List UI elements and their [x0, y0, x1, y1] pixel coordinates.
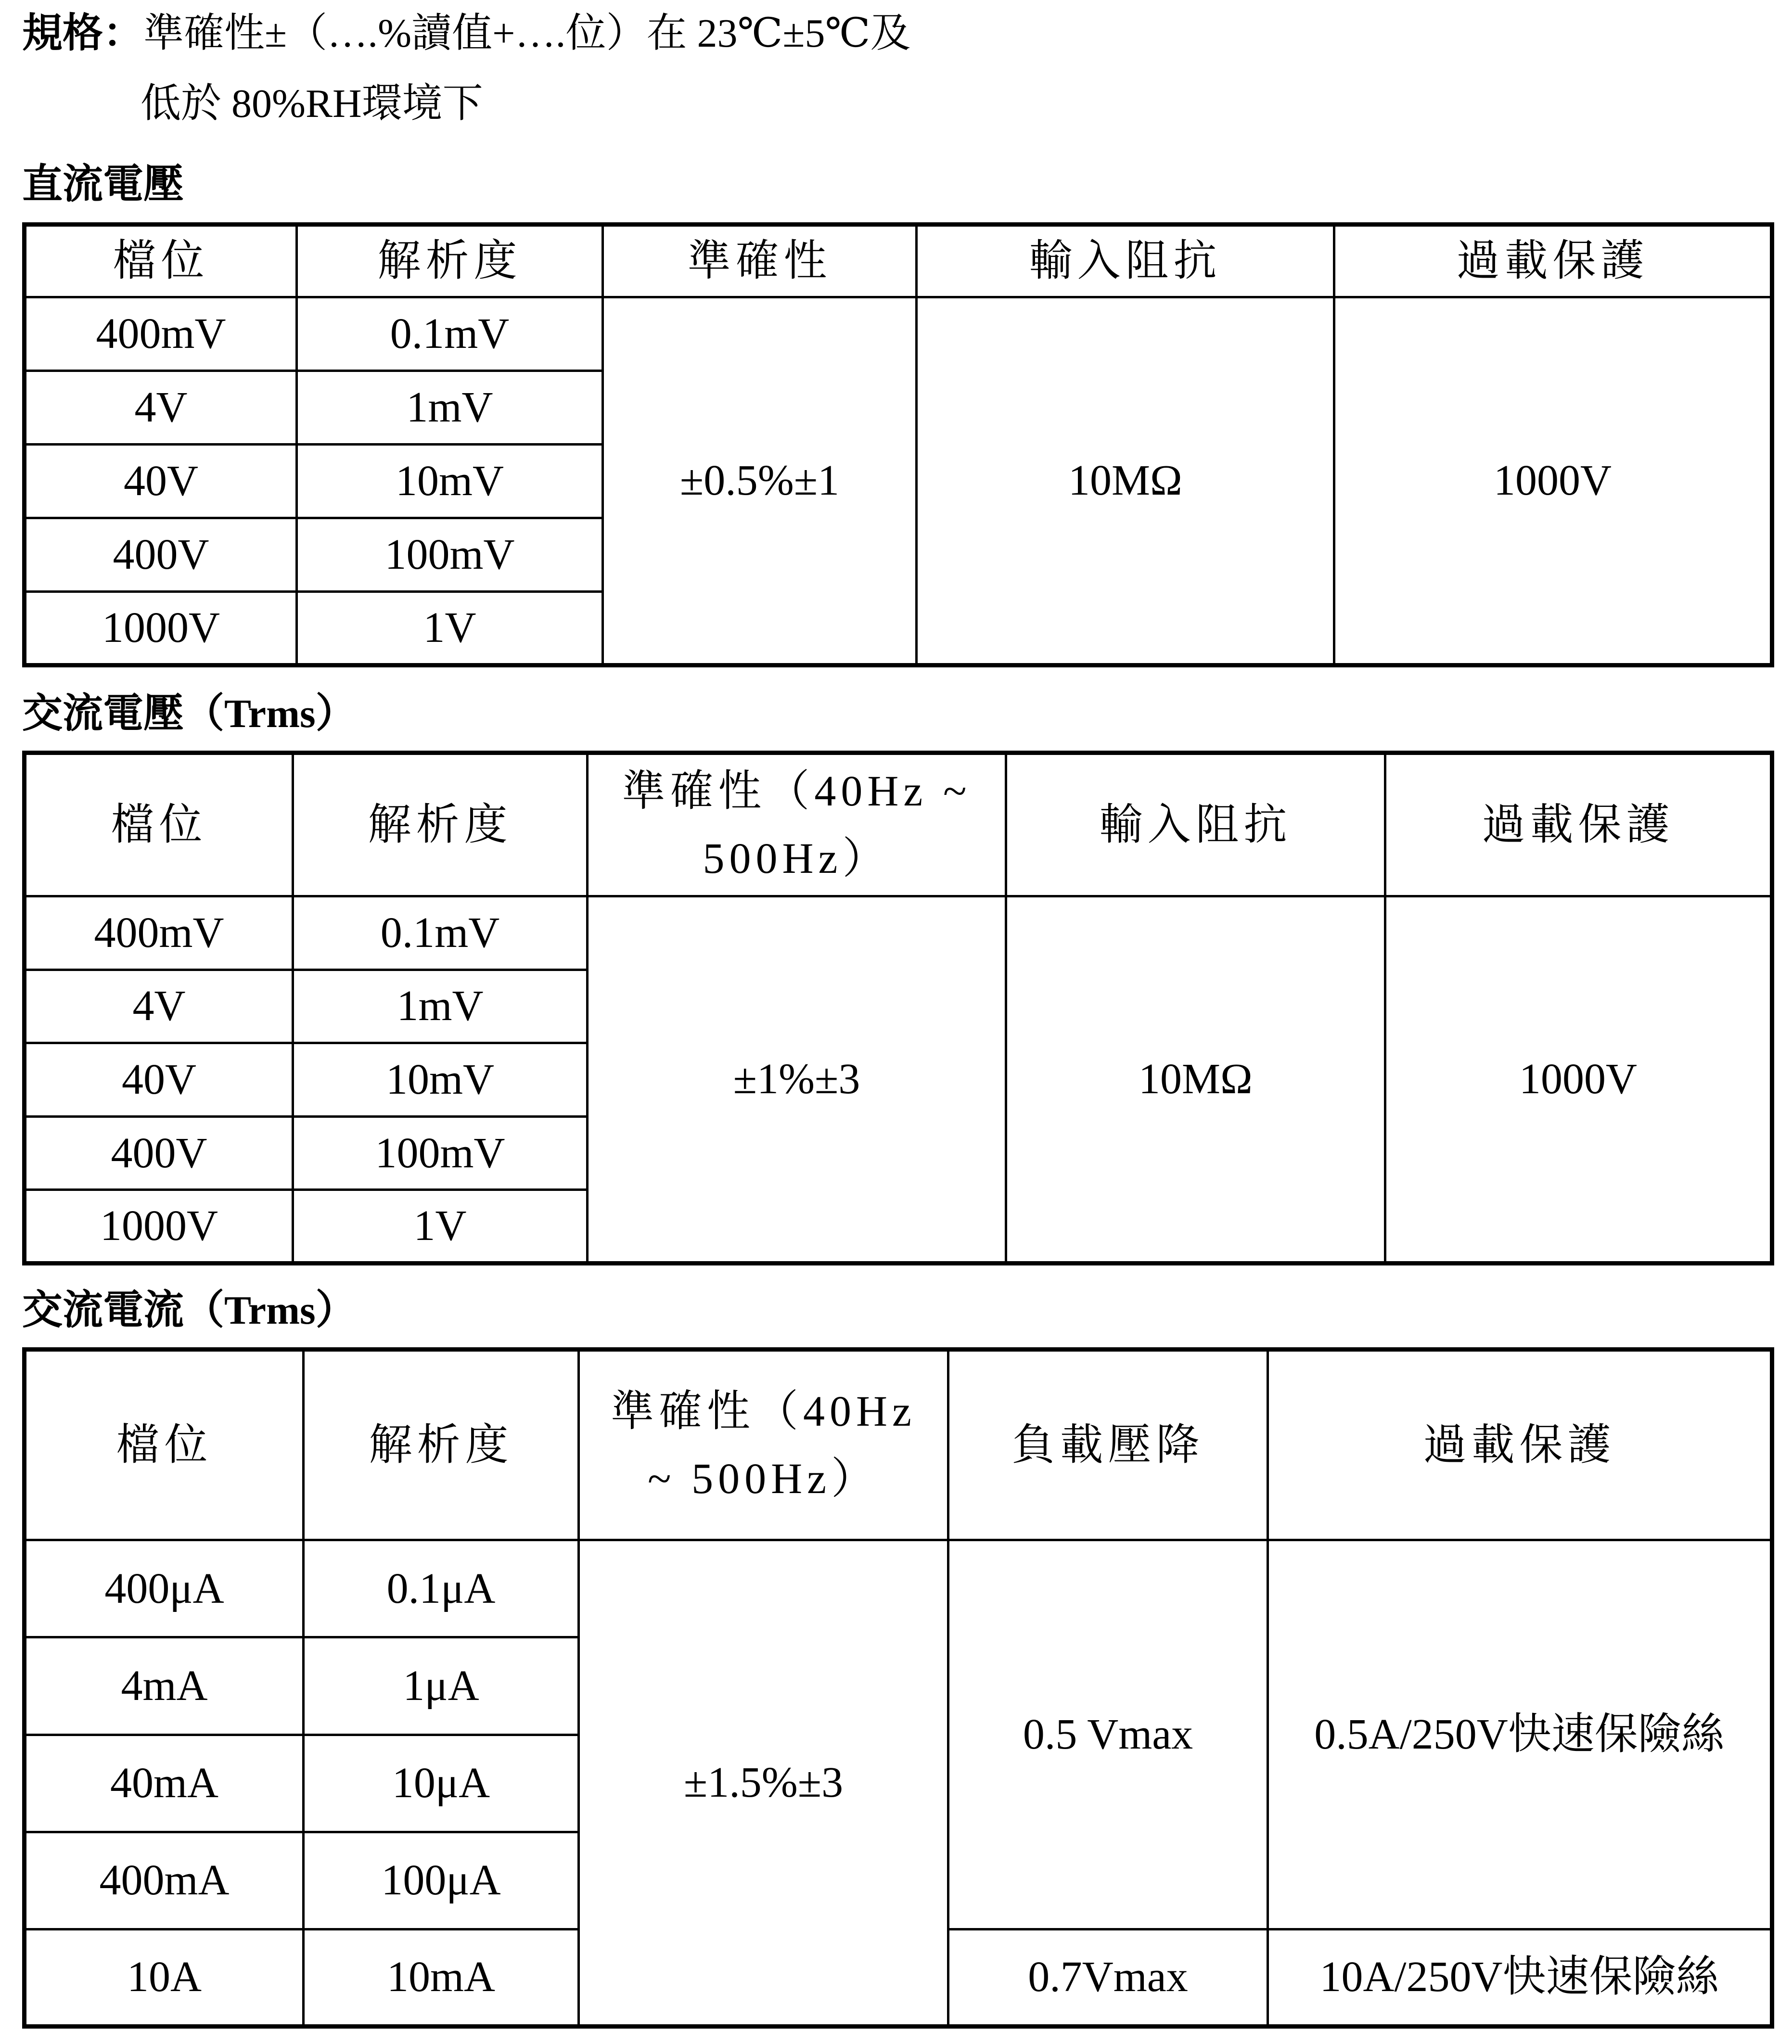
table-header-row	[25, 753, 1772, 896]
protection-cell: 10A/250V快速保險絲	[1268, 1929, 1772, 2026]
range-cell: 4mA	[25, 1637, 304, 1735]
range-cell: 400μA	[25, 1540, 304, 1637]
range-cell: 400mV	[25, 297, 297, 370]
range-cell: 400V	[25, 518, 297, 591]
resolution-cell: 1mV	[293, 970, 588, 1043]
resolution-cell: 1mV	[297, 370, 603, 444]
resolution-cell: 1V	[297, 591, 603, 665]
range-cell: 40V	[25, 444, 297, 518]
dc-voltage-table	[22, 222, 1774, 667]
header-accuracy: 準確性	[603, 225, 917, 297]
resolution-cell: 10μA	[304, 1735, 579, 1832]
range-cell: 40V	[25, 1043, 293, 1117]
resolution-cell: 100μA	[304, 1832, 579, 1929]
header-burden: 負載壓降	[948, 1350, 1268, 1540]
resolution-cell: 0.1μA	[304, 1540, 579, 1637]
header-protection: 過載保護	[1385, 753, 1772, 896]
header-accuracy: 準確性（40Hz ~ 500Hz）	[588, 753, 1006, 896]
resolution-cell: 1μA	[304, 1637, 579, 1735]
header-impedance: 輸入阻抗	[917, 225, 1334, 297]
spec-line-1	[22, 10, 911, 58]
table-header-row	[25, 225, 1772, 297]
range-cell: 400mV	[25, 896, 293, 970]
table-row	[25, 896, 1772, 970]
ac-current-title: 交流電流（Trms）	[22, 1288, 356, 1333]
protection-cell: 1000V	[1334, 297, 1772, 665]
range-cell: 4V	[25, 970, 293, 1043]
range-cell: 1000V	[25, 591, 297, 665]
spec-text-1: 準確性±（….%讀值+….位）在 23℃±5℃及	[143, 11, 911, 56]
header-range: 檔位	[25, 225, 297, 297]
table-row	[25, 1540, 1772, 1637]
header-resolution: 解析度	[304, 1350, 579, 1540]
range-cell: 400V	[25, 1116, 293, 1190]
header-range: 檔位	[25, 753, 293, 896]
range-cell: 10A	[25, 1929, 304, 2026]
spec-label: 規格：	[22, 11, 144, 56]
burden-cell: 0.7Vmax	[948, 1929, 1268, 2026]
resolution-cell: 1V	[293, 1190, 588, 1264]
header-protection: 過載保護	[1268, 1350, 1772, 1540]
resolution-cell: 0.1mV	[297, 297, 603, 370]
burden-cell: 0.5 Vmax	[948, 1540, 1268, 1929]
header-protection: 過載保護	[1334, 225, 1772, 297]
header-resolution: 解析度	[297, 225, 603, 297]
resolution-cell: 100mV	[293, 1116, 588, 1190]
impedance-cell: 10MΩ	[917, 297, 1334, 665]
accuracy-cell: ±1.5%±3	[579, 1540, 948, 2027]
impedance-cell: 10MΩ	[1006, 896, 1385, 1264]
protection-cell: 1000V	[1385, 896, 1772, 1264]
accuracy-cell: ±0.5%±1	[603, 297, 917, 665]
protection-cell: 0.5A/250V快速保險絲	[1268, 1540, 1772, 1929]
header-impedance: 輸入阻抗	[1006, 753, 1385, 896]
header-resolution: 解析度	[293, 753, 588, 896]
header-range: 檔位	[25, 1350, 304, 1540]
resolution-cell: 10mA	[304, 1929, 579, 2026]
table-row	[25, 297, 1772, 370]
resolution-cell: 10mV	[293, 1043, 588, 1117]
resolution-cell: 100mV	[297, 518, 603, 591]
ac-voltage-title: 交流電壓（Trms）	[22, 691, 356, 736]
resolution-cell: 0.1mV	[293, 896, 588, 970]
ac-voltage-table	[22, 751, 1774, 1265]
range-cell: 4V	[25, 370, 297, 444]
header-accuracy: 準確性（40Hz ~ 500Hz）	[579, 1350, 948, 1540]
range-cell: 40mA	[25, 1735, 304, 1832]
range-cell: 400mA	[25, 1832, 304, 1929]
range-cell: 1000V	[25, 1190, 293, 1264]
resolution-cell: 10mV	[297, 444, 603, 518]
table-header-row	[25, 1350, 1772, 1540]
dc-voltage-title: 直流電壓	[22, 162, 184, 207]
spec-line-2: 低於 80%RH環境下	[141, 81, 483, 126]
accuracy-cell: ±1%±3	[588, 896, 1006, 1264]
ac-current-table	[22, 1347, 1774, 2029]
